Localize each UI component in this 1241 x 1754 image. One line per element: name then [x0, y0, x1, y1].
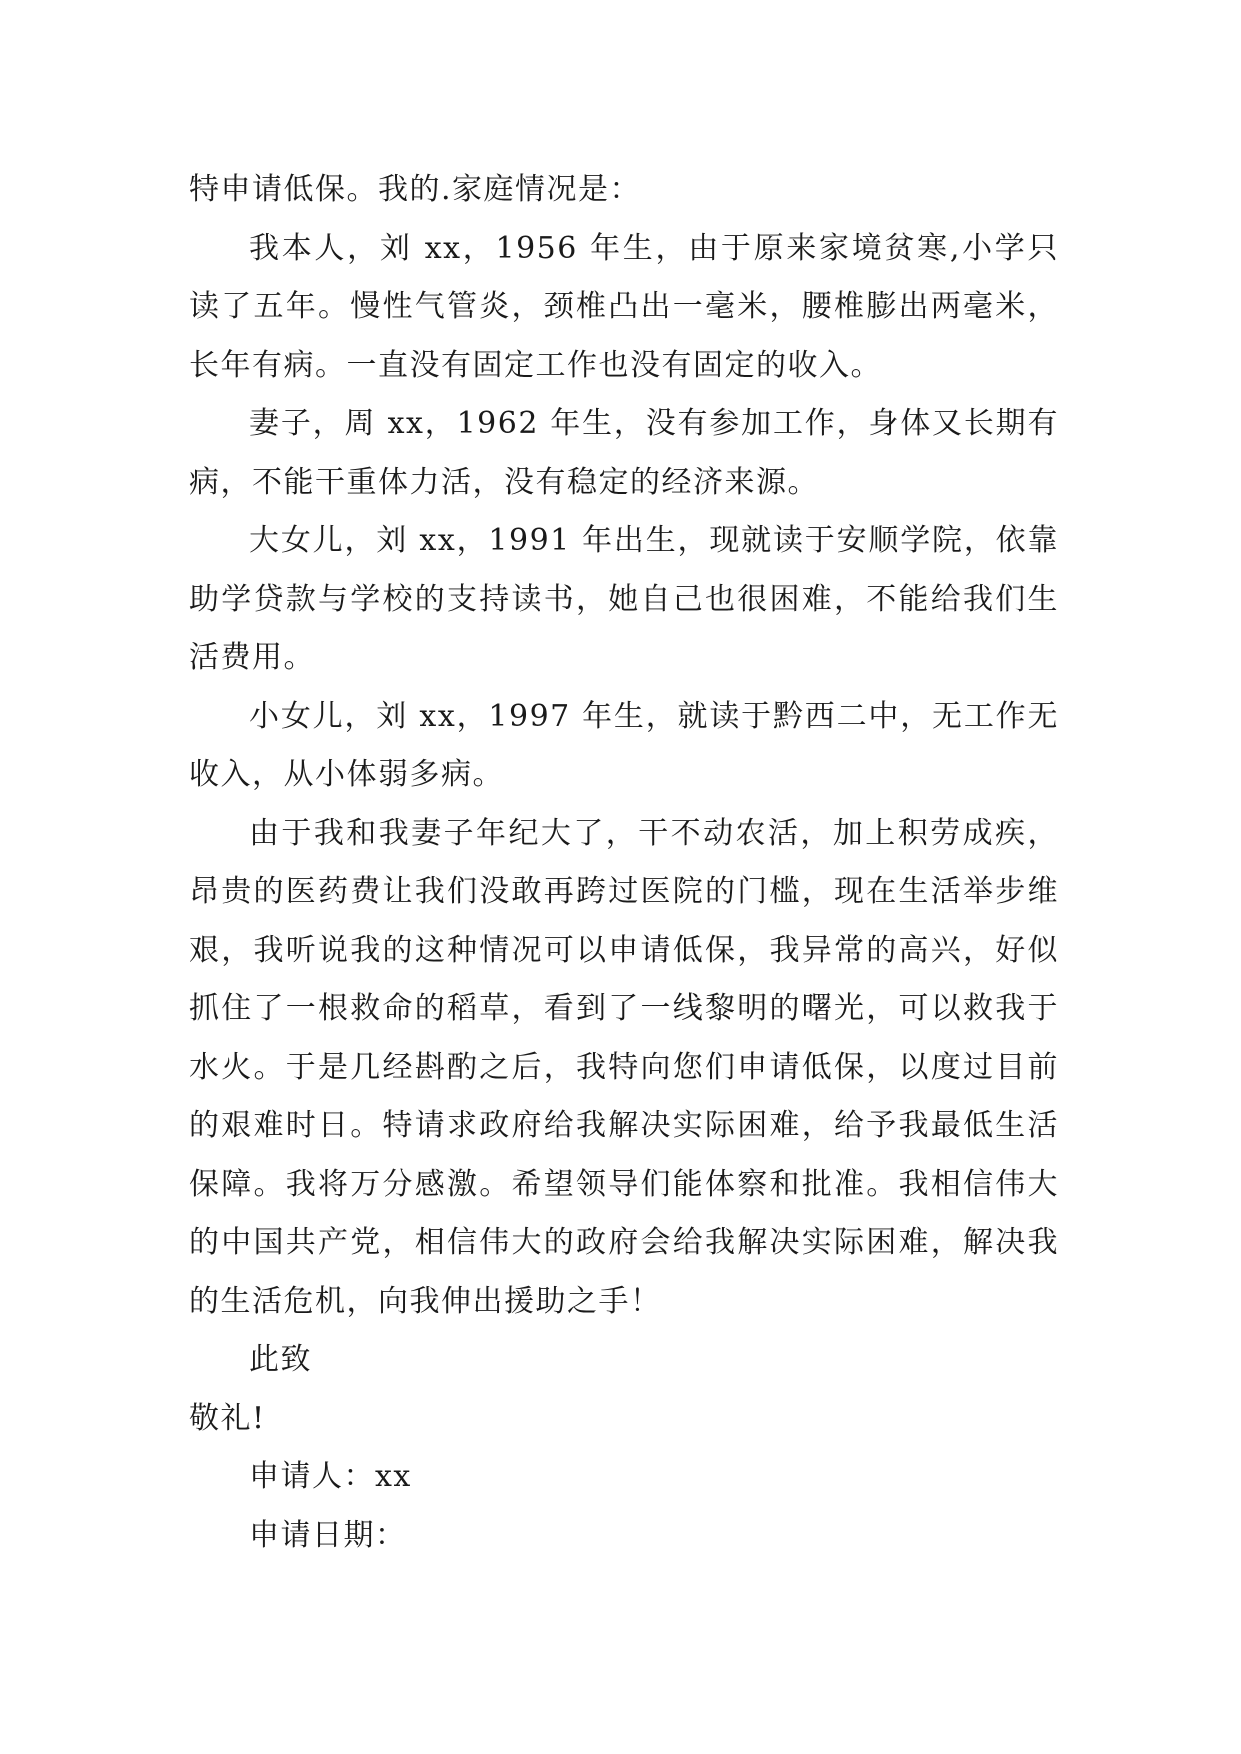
younger-daughter-paragraph: 小女儿，刘 xx，1997 年生，就读于黔西二中，无工作无收入，从小体弱多病。: [189, 698, 1059, 792]
self-paragraph: 我本人，刘 xx，1956 年生，由于原来家境贫寒,小学只读了五年。慢性气管炎，颈椎凸出一毫米，腰椎膨出两毫米，长年有病。一直没有固定工作也没有固定的收入。: [189, 230, 1059, 383]
request-paragraph: 由于我和我妻子年纪大了，干不动农活，加上积劳成疾，昂贵的医药费让我们没敢再跨过医院的门槛，现在生活举步维艰，我听说我的这种情况可以申请低保，我异常的高兴，好似抓住了一根救命的稻草，看到了一线黎明的曙光，可以救我于水火。于是几经斟酌之后，我特向您们申请低保，以度过目前的艰难时日。特请求政府给我解决实际困难，给予我最低生活保障。我将万分感激。希望领导们能体察和批准。我相信伟大的中国共产党，相信伟大的政府会给我解决实际困难，解决我的生活危机，向我伸出援助之手！: [189, 815, 1059, 1319]
wife-paragraph: 妻子，周 xx，1962 年生，没有参加工作，身体又长期有病，不能干重体力活，没有稳定的经济来源。: [189, 406, 1059, 500]
letter-body: [189, 161, 1059, 1565]
elder-daughter-paragraph: 大女儿，刘 xx，1991 年出生，现就读于安顺学院，依靠助学贷款与学校的支持读书，她自己也很困难，不能给我们生活费用。: [189, 523, 1059, 675]
salute-line: 敬礼!: [189, 1400, 266, 1436]
applicant-line: 申请人：xx: [249, 1459, 412, 1494]
date-line: 申请日期：: [249, 1517, 407, 1553]
closing-line: 此致: [249, 1342, 312, 1377]
intro-paragraph: 特申请低保。我的.家庭情况是：: [189, 172, 642, 207]
